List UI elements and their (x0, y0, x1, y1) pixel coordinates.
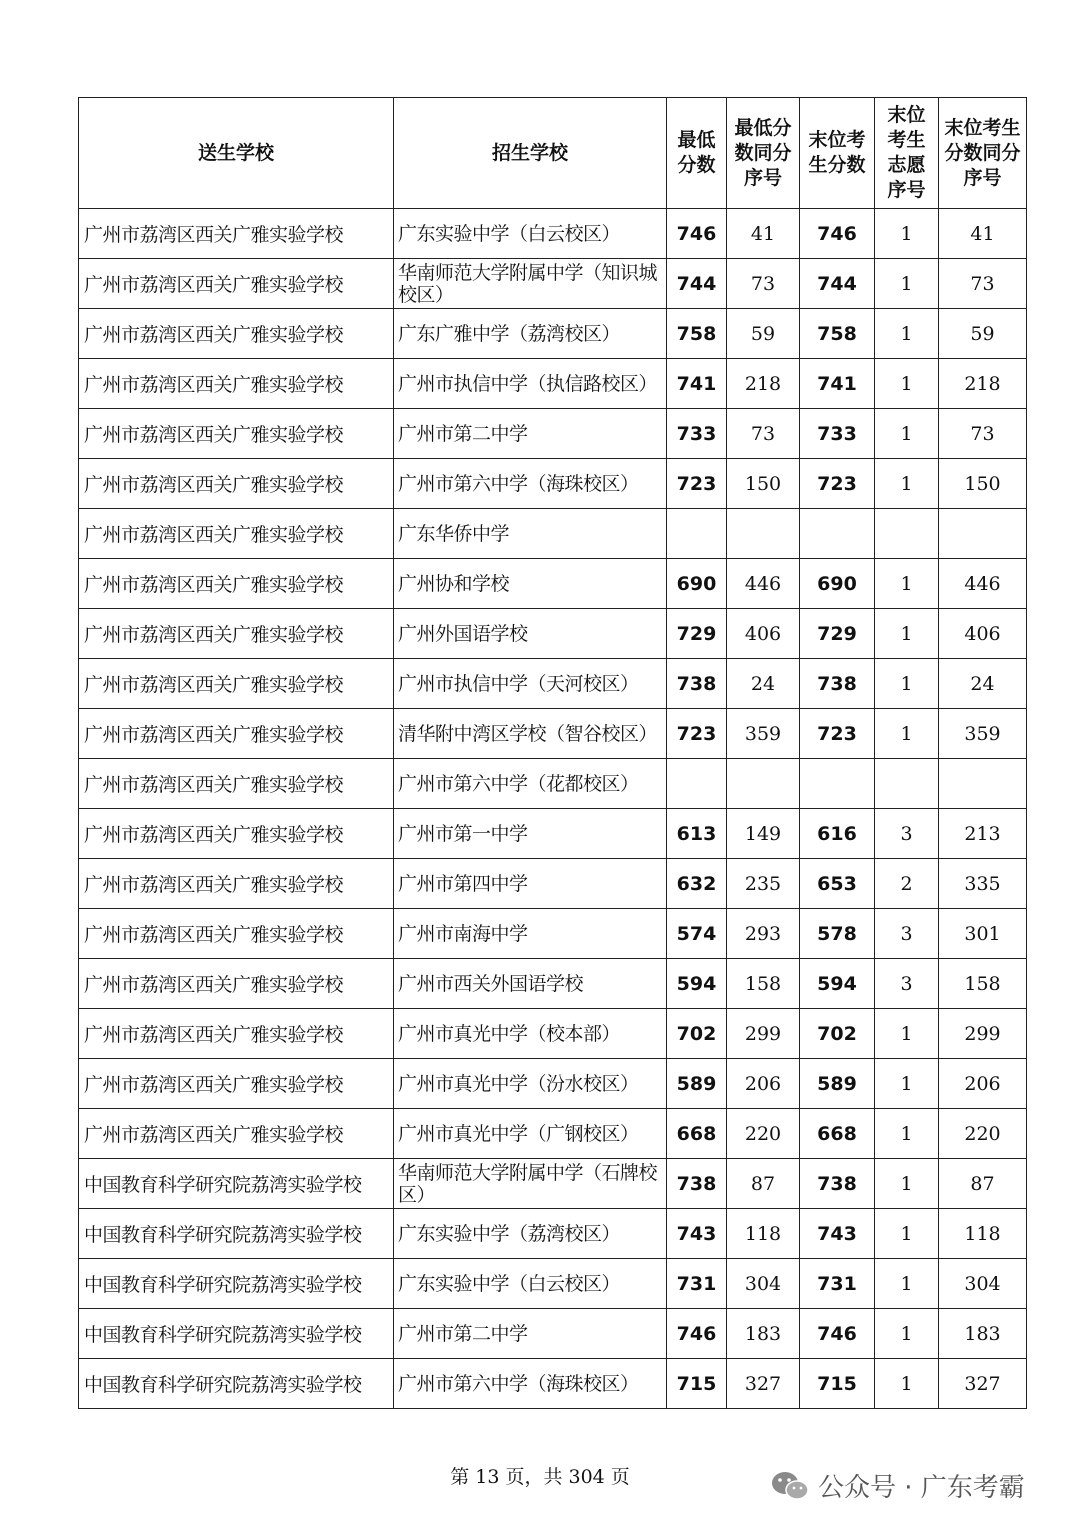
sending-school-cell: 广州市荔湾区西关广雅实验学校 (79, 309, 394, 359)
min-score-cell: 741 (667, 359, 727, 409)
last-score-rank-cell: 446 (939, 559, 1027, 609)
table-row (79, 559, 1027, 609)
last-score-cell: 746 (800, 1309, 875, 1359)
last-score-cell (800, 509, 875, 559)
last-score-cell: 589 (800, 1059, 875, 1109)
last-choice-cell: 3 (875, 909, 939, 959)
sending-school-cell: 广州市荔湾区西关广雅实验学校 (79, 959, 394, 1009)
admitting-school-cell: 广东实验中学（白云校区） (394, 1259, 667, 1309)
table-row (79, 359, 1027, 409)
sending-school-cell: 中国教育科学研究院荔湾实验学校 (79, 1209, 394, 1259)
column-header: 末位考生 分数同分 序号 (939, 98, 1027, 209)
table-row (79, 1309, 1027, 1359)
last-score-cell: 731 (800, 1259, 875, 1309)
last-score-rank-cell: 213 (939, 809, 1027, 859)
table-row (79, 1359, 1027, 1409)
admitting-school-cell: 广州市西关外国语学校 (394, 959, 667, 1009)
admitting-school-cell: 广州市第六中学（海珠校区） (394, 459, 667, 509)
last-score-cell: 690 (800, 559, 875, 609)
table-row (79, 509, 1027, 559)
min-score-rank-cell: 149 (727, 809, 800, 859)
last-score-rank-cell: 206 (939, 1059, 1027, 1109)
min-score-cell: 702 (667, 1009, 727, 1059)
min-score-cell: 613 (667, 809, 727, 859)
min-score-cell: 690 (667, 559, 727, 609)
table-row (79, 909, 1027, 959)
last-score-rank-cell: 299 (939, 1009, 1027, 1059)
table-row (79, 1059, 1027, 1109)
min-score-rank-cell: 73 (727, 409, 800, 459)
admitting-school-cell: 广东实验中学（白云校区） (394, 209, 667, 259)
sending-school-cell: 广州市荔湾区西关广雅实验学校 (79, 209, 394, 259)
last-score-rank-cell: 41 (939, 209, 1027, 259)
last-choice-cell: 1 (875, 659, 939, 709)
min-score-cell: 743 (667, 1209, 727, 1259)
min-score-rank-cell: 73 (727, 259, 800, 309)
last-choice-cell: 3 (875, 959, 939, 1009)
last-choice-cell: 1 (875, 609, 939, 659)
sending-school-cell: 广州市荔湾区西关广雅实验学校 (79, 659, 394, 709)
page-number: 第 13 页，共 304 页 (450, 1466, 630, 1488)
min-score-cell: 729 (667, 609, 727, 659)
last-score-cell: 733 (800, 409, 875, 459)
sending-school-cell: 广州市荔湾区西关广雅实验学校 (79, 1109, 394, 1159)
last-score-rank-cell: 304 (939, 1259, 1027, 1309)
admitting-school-cell: 广东广雅中学（荔湾校区） (394, 309, 667, 359)
min-score-cell: 738 (667, 659, 727, 709)
admitting-school-cell: 华南师范大学附属中学（石牌校区） (394, 1159, 667, 1209)
table-row (79, 209, 1027, 259)
last-score-rank-cell: 59 (939, 309, 1027, 359)
min-score-rank-cell: 299 (727, 1009, 800, 1059)
table-body (79, 209, 1027, 1409)
table-row (79, 759, 1027, 809)
last-score-cell: 743 (800, 1209, 875, 1259)
admitting-school-cell: 广州市第二中学 (394, 409, 667, 459)
min-score-cell: 589 (667, 1059, 727, 1109)
sending-school-cell: 广州市荔湾区西关广雅实验学校 (79, 259, 394, 309)
sending-school-cell: 广州市荔湾区西关广雅实验学校 (79, 459, 394, 509)
admitting-school-cell: 广州市真光中学（广钢校区） (394, 1109, 667, 1159)
admitting-school-cell: 广州市第二中学 (394, 1309, 667, 1359)
table-row (79, 809, 1027, 859)
score-table (78, 97, 1027, 1409)
table-row (79, 959, 1027, 1009)
admitting-school-cell: 广州外国语学校 (394, 609, 667, 659)
last-score-cell: 738 (800, 1159, 875, 1209)
admitting-school-cell: 广州市执信中学（执信路校区） (394, 359, 667, 409)
sending-school-cell: 广州市荔湾区西关广雅实验学校 (79, 859, 394, 909)
last-score-cell: 746 (800, 209, 875, 259)
min-score-cell: 632 (667, 859, 727, 909)
last-score-rank-cell: 87 (939, 1159, 1027, 1209)
min-score-rank-cell (727, 509, 800, 559)
min-score-cell: 738 (667, 1159, 727, 1209)
sending-school-cell: 广州市荔湾区西关广雅实验学校 (79, 909, 394, 959)
admitting-school-cell: 广州市第四中学 (394, 859, 667, 909)
sending-school-cell: 中国教育科学研究院荔湾实验学校 (79, 1359, 394, 1409)
last-score-rank-cell: 406 (939, 609, 1027, 659)
last-score-cell: 702 (800, 1009, 875, 1059)
last-score-rank-cell: 73 (939, 409, 1027, 459)
last-score-rank-cell: 327 (939, 1359, 1027, 1409)
min-score-rank-cell: 293 (727, 909, 800, 959)
sending-school-cell: 中国教育科学研究院荔湾实验学校 (79, 1159, 394, 1209)
min-score-cell: 746 (667, 209, 727, 259)
last-score-cell: 723 (800, 459, 875, 509)
sending-school-cell: 广州市荔湾区西关广雅实验学校 (79, 1009, 394, 1059)
column-header: 末位 考生 志愿 序号 (875, 98, 939, 209)
min-score-rank-cell: 446 (727, 559, 800, 609)
column-header: 招生学校 (394, 98, 667, 209)
table-row (79, 1109, 1027, 1159)
table-row (79, 659, 1027, 709)
sending-school-cell: 广州市荔湾区西关广雅实验学校 (79, 559, 394, 609)
table-row (79, 459, 1027, 509)
watermark (770, 1467, 1025, 1504)
min-score-rank-cell: 220 (727, 1109, 800, 1159)
last-score-rank-cell (939, 759, 1027, 809)
admitting-school-cell: 广州协和学校 (394, 559, 667, 609)
last-score-cell: 741 (800, 359, 875, 409)
sending-school-cell: 广州市荔湾区西关广雅实验学校 (79, 359, 394, 409)
min-score-rank-cell (727, 759, 800, 809)
sending-school-cell: 中国教育科学研究院荔湾实验学校 (79, 1309, 394, 1359)
last-choice-cell: 1 (875, 409, 939, 459)
table-row (79, 1009, 1027, 1059)
last-choice-cell: 2 (875, 859, 939, 909)
last-choice-cell: 1 (875, 309, 939, 359)
last-choice-cell: 1 (875, 1109, 939, 1159)
min-score-cell: 758 (667, 309, 727, 359)
column-header: 送生学校 (79, 98, 394, 209)
min-score-rank-cell: 158 (727, 959, 800, 1009)
last-score-cell (800, 759, 875, 809)
admitting-school-cell: 广州市第六中学（花都校区） (394, 759, 667, 809)
min-score-cell: 574 (667, 909, 727, 959)
min-score-cell: 723 (667, 709, 727, 759)
min-score-cell: 668 (667, 1109, 727, 1159)
last-score-cell: 668 (800, 1109, 875, 1159)
last-choice-cell: 1 (875, 1209, 939, 1259)
min-score-rank-cell: 206 (727, 1059, 800, 1109)
wechat-icon (770, 1469, 810, 1503)
sending-school-cell: 广州市荔湾区西关广雅实验学校 (79, 759, 394, 809)
min-score-rank-cell: 150 (727, 459, 800, 509)
last-choice-cell: 1 (875, 1059, 939, 1109)
min-score-cell: 744 (667, 259, 727, 309)
last-choice-cell: 1 (875, 709, 939, 759)
min-score-rank-cell: 406 (727, 609, 800, 659)
last-choice-cell: 1 (875, 459, 939, 509)
last-choice-cell: 1 (875, 1159, 939, 1209)
column-header: 末位考 生分数 (800, 98, 875, 209)
last-score-cell: 738 (800, 659, 875, 709)
last-score-cell: 594 (800, 959, 875, 1009)
last-choice-cell (875, 759, 939, 809)
min-score-rank-cell: 59 (727, 309, 800, 359)
last-score-rank-cell: 359 (939, 709, 1027, 759)
last-score-cell: 653 (800, 859, 875, 909)
sending-school-cell: 广州市荔湾区西关广雅实验学校 (79, 409, 394, 459)
min-score-cell: 594 (667, 959, 727, 1009)
admitting-school-cell: 广东实验中学（荔湾校区） (394, 1209, 667, 1259)
min-score-rank-cell: 41 (727, 209, 800, 259)
table-header-row (79, 98, 1027, 209)
last-score-rank-cell: 183 (939, 1309, 1027, 1359)
last-choice-cell: 3 (875, 809, 939, 859)
min-score-cell (667, 759, 727, 809)
table-row (79, 1209, 1027, 1259)
min-score-rank-cell: 118 (727, 1209, 800, 1259)
last-score-rank-cell: 24 (939, 659, 1027, 709)
last-score-rank-cell (939, 509, 1027, 559)
watermark-text: 公众号 · 广东考霸 (818, 1473, 1025, 1503)
table-row (79, 609, 1027, 659)
min-score-cell: 733 (667, 409, 727, 459)
last-choice-cell: 1 (875, 1309, 939, 1359)
table-row (79, 1159, 1027, 1209)
last-score-rank-cell: 218 (939, 359, 1027, 409)
last-score-rank-cell: 73 (939, 259, 1027, 309)
column-header: 最低 分数 (667, 98, 727, 209)
sending-school-cell: 广州市荔湾区西关广雅实验学校 (79, 609, 394, 659)
last-score-cell: 758 (800, 309, 875, 359)
min-score-rank-cell: 327 (727, 1359, 800, 1409)
last-score-cell: 578 (800, 909, 875, 959)
table-row (79, 309, 1027, 359)
admitting-school-cell: 广州市真光中学（校本部） (394, 1009, 667, 1059)
last-score-rank-cell: 118 (939, 1209, 1027, 1259)
column-header: 最低分 数同分 序号 (727, 98, 800, 209)
sending-school-cell: 广州市荔湾区西关广雅实验学校 (79, 509, 394, 559)
min-score-rank-cell: 218 (727, 359, 800, 409)
last-choice-cell: 1 (875, 359, 939, 409)
last-score-cell: 744 (800, 259, 875, 309)
last-score-cell: 616 (800, 809, 875, 859)
last-choice-cell: 1 (875, 209, 939, 259)
last-score-rank-cell: 220 (939, 1109, 1027, 1159)
min-score-rank-cell: 183 (727, 1309, 800, 1359)
last-score-cell: 723 (800, 709, 875, 759)
min-score-rank-cell: 235 (727, 859, 800, 909)
last-score-rank-cell: 335 (939, 859, 1027, 909)
sending-school-cell: 广州市荔湾区西关广雅实验学校 (79, 809, 394, 859)
table-row (79, 259, 1027, 309)
last-score-rank-cell: 301 (939, 909, 1027, 959)
admitting-school-cell: 华南师范大学附属中学（知识城校区） (394, 259, 667, 309)
min-score-cell (667, 509, 727, 559)
last-score-rank-cell: 150 (939, 459, 1027, 509)
min-score-rank-cell: 304 (727, 1259, 800, 1309)
table-row (79, 859, 1027, 909)
last-choice-cell (875, 509, 939, 559)
last-choice-cell: 1 (875, 1259, 939, 1309)
sending-school-cell: 中国教育科学研究院荔湾实验学校 (79, 1259, 394, 1309)
min-score-rank-cell: 87 (727, 1159, 800, 1209)
min-score-rank-cell: 359 (727, 709, 800, 759)
table-row (79, 1259, 1027, 1309)
last-choice-cell: 1 (875, 1359, 939, 1409)
min-score-cell: 746 (667, 1309, 727, 1359)
table-row (79, 709, 1027, 759)
last-score-rank-cell: 158 (939, 959, 1027, 1009)
last-score-cell: 715 (800, 1359, 875, 1409)
admitting-school-cell: 广州市第一中学 (394, 809, 667, 859)
min-score-cell: 723 (667, 459, 727, 509)
admitting-school-cell: 广州市真光中学（汾水校区） (394, 1059, 667, 1109)
min-score-cell: 715 (667, 1359, 727, 1409)
admitting-school-cell: 广州市第六中学（海珠校区） (394, 1359, 667, 1409)
admitting-school-cell: 清华附中湾区学校（智谷校区） (394, 709, 667, 759)
admitting-school-cell: 广州市南海中学 (394, 909, 667, 959)
last-choice-cell: 1 (875, 1009, 939, 1059)
last-choice-cell: 1 (875, 259, 939, 309)
min-score-rank-cell: 24 (727, 659, 800, 709)
last-choice-cell: 1 (875, 559, 939, 609)
min-score-cell: 731 (667, 1259, 727, 1309)
sending-school-cell: 广州市荔湾区西关广雅实验学校 (79, 1059, 394, 1109)
table-row (79, 409, 1027, 459)
admitting-school-cell: 广州市执信中学（天河校区） (394, 659, 667, 709)
sending-school-cell: 广州市荔湾区西关广雅实验学校 (79, 709, 394, 759)
admitting-school-cell: 广东华侨中学 (394, 509, 667, 559)
last-score-cell: 729 (800, 609, 875, 659)
